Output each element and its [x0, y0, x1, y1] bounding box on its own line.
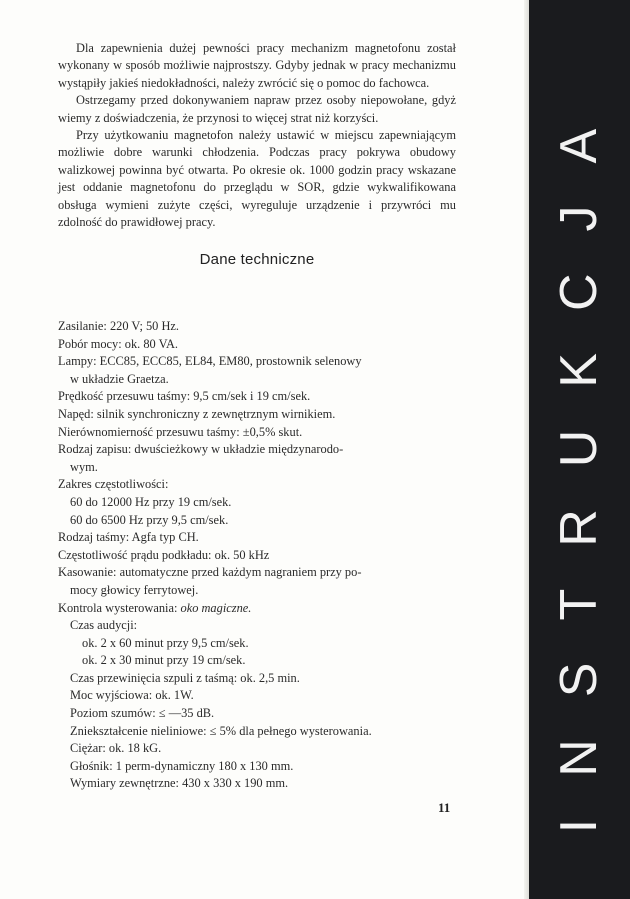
spec-distortion: Zniekształcenie nieliniowe: ≤ 5% dla pełnego wysterowania.	[70, 723, 372, 738]
spec-recording-type-cont: wym.	[70, 459, 98, 474]
section-heading: Dane techniczne	[199, 251, 315, 269]
spec-play-time: Czas audycji:	[70, 618, 138, 633]
spec-tubes: Lampy: ECC85, ECC85, EL84, EM80, prostownik selenowy	[58, 354, 362, 369]
spec-output-power: Moc wyjściowa: ok. 1W.	[70, 688, 194, 703]
spec-tape-speed: Prędkość przesuwu taśmy: 9,5 cm/sek i 19 cm/sek.	[58, 389, 311, 404]
spec-level-control-value: oko magiczne.	[180, 600, 252, 615]
spec-speaker: Głośnik: 1 perm-dynamiczny 180 x 130 mm.	[70, 758, 294, 773]
spec-frequency-95: 60 do 6500 Hz przy 9,5 cm/sek.	[70, 512, 229, 527]
spec-power-supply: Zasilanie: 220 V; 50 Hz.	[58, 319, 180, 333]
spec-speed-variation: Nierównomierność przesuwu taśmy: ±0,5% skut.	[58, 424, 303, 439]
spec-frequency-range: Zakres częstotliwości:	[58, 477, 169, 492]
spec-level-control	[58, 600, 458, 618]
paragraph-mechanism: Dla zapewnienia dużej pewności pracy mechanizm magnetofonu został wykonany w sposób możliwie najprostszy. Gdyby jednak w pracy mechanizmu wystąpiły jakieś niedokładności, należy zwrócić się o pomoc do fachowca.	[58, 41, 456, 90]
spec-recording-type: Rodzaj zapisu: dwuścieżkowy w układzie międzynarodo-	[58, 442, 344, 457]
page-number: 11	[438, 800, 451, 815]
technical-specs	[58, 318, 458, 793]
spec-tape-type: Rodzaj taśmy: Agfa typ CH.	[58, 530, 199, 545]
spec-frequency-19: 60 do 12000 Hz przy 19 cm/sek.	[70, 494, 232, 509]
spec-erasing: Kasowanie: automatyczne przed każdym nagraniem przy po-	[58, 565, 362, 580]
spec-rewind-time: Czas przewinięcia szpuli z taśmą: ok. 2,5 min.	[70, 670, 300, 685]
spec-dimensions: Wymiary zewnętrzne: 430 x 330 x 190 mm.	[70, 776, 289, 791]
paragraph-usage: Przy użytkowaniu magnetofon należy ustawić w miejscu zapewniającym możliwie dobre warunki chłodzenia. Podczas pracy pokrywa obudowy walizkowej powinna być otwarta. Po okresie ok. 1000 godzin pracy wskazane jest oddanie magnetofonu do przeglądu w SOR, gdzie wykwalifikowana obsługa wymieni zużyte części, wyreguluje urządzenie i przywróci mu zdolność do prawidłowej pracy.	[58, 128, 456, 230]
spec-bias-frequency: Częstotliwość prądu podkładu: ok. 50 kHz	[58, 547, 270, 562]
intro-text	[58, 40, 456, 278]
spec-level-control-label: Kontrola wysterowania:	[58, 600, 181, 615]
spec-play-time-19: ok. 2 x 30 minut przy 19 cm/sek.	[82, 653, 246, 668]
spec-erasing-cont: mocy głowicy ferrytowej.	[70, 582, 199, 597]
side-title: INSTRUKCJA	[550, 86, 608, 834]
spec-drive: Napęd: silnik synchroniczny z zewnętrznym wirnikiem.	[58, 406, 336, 421]
paragraph-warning: Ostrzegamy przed dokonywaniem napraw przez osoby niepowołane, gdyż wiemy z doświadczenia, że przynosi to więcej strat niż korzyści.	[58, 93, 456, 125]
spec-weight: Ciężar: ok. 18 kG.	[70, 741, 162, 756]
spec-power-consumption: Pobór mocy: ok. 80 VA.	[58, 336, 179, 351]
spec-noise-level: Poziom szumów: ≤ —35 dB.	[70, 706, 215, 721]
spec-tubes-cont: w układzie Graetza.	[70, 371, 169, 386]
spec-play-time-95: ok. 2 x 60 minut przy 9,5 cm/sek.	[82, 635, 249, 650]
